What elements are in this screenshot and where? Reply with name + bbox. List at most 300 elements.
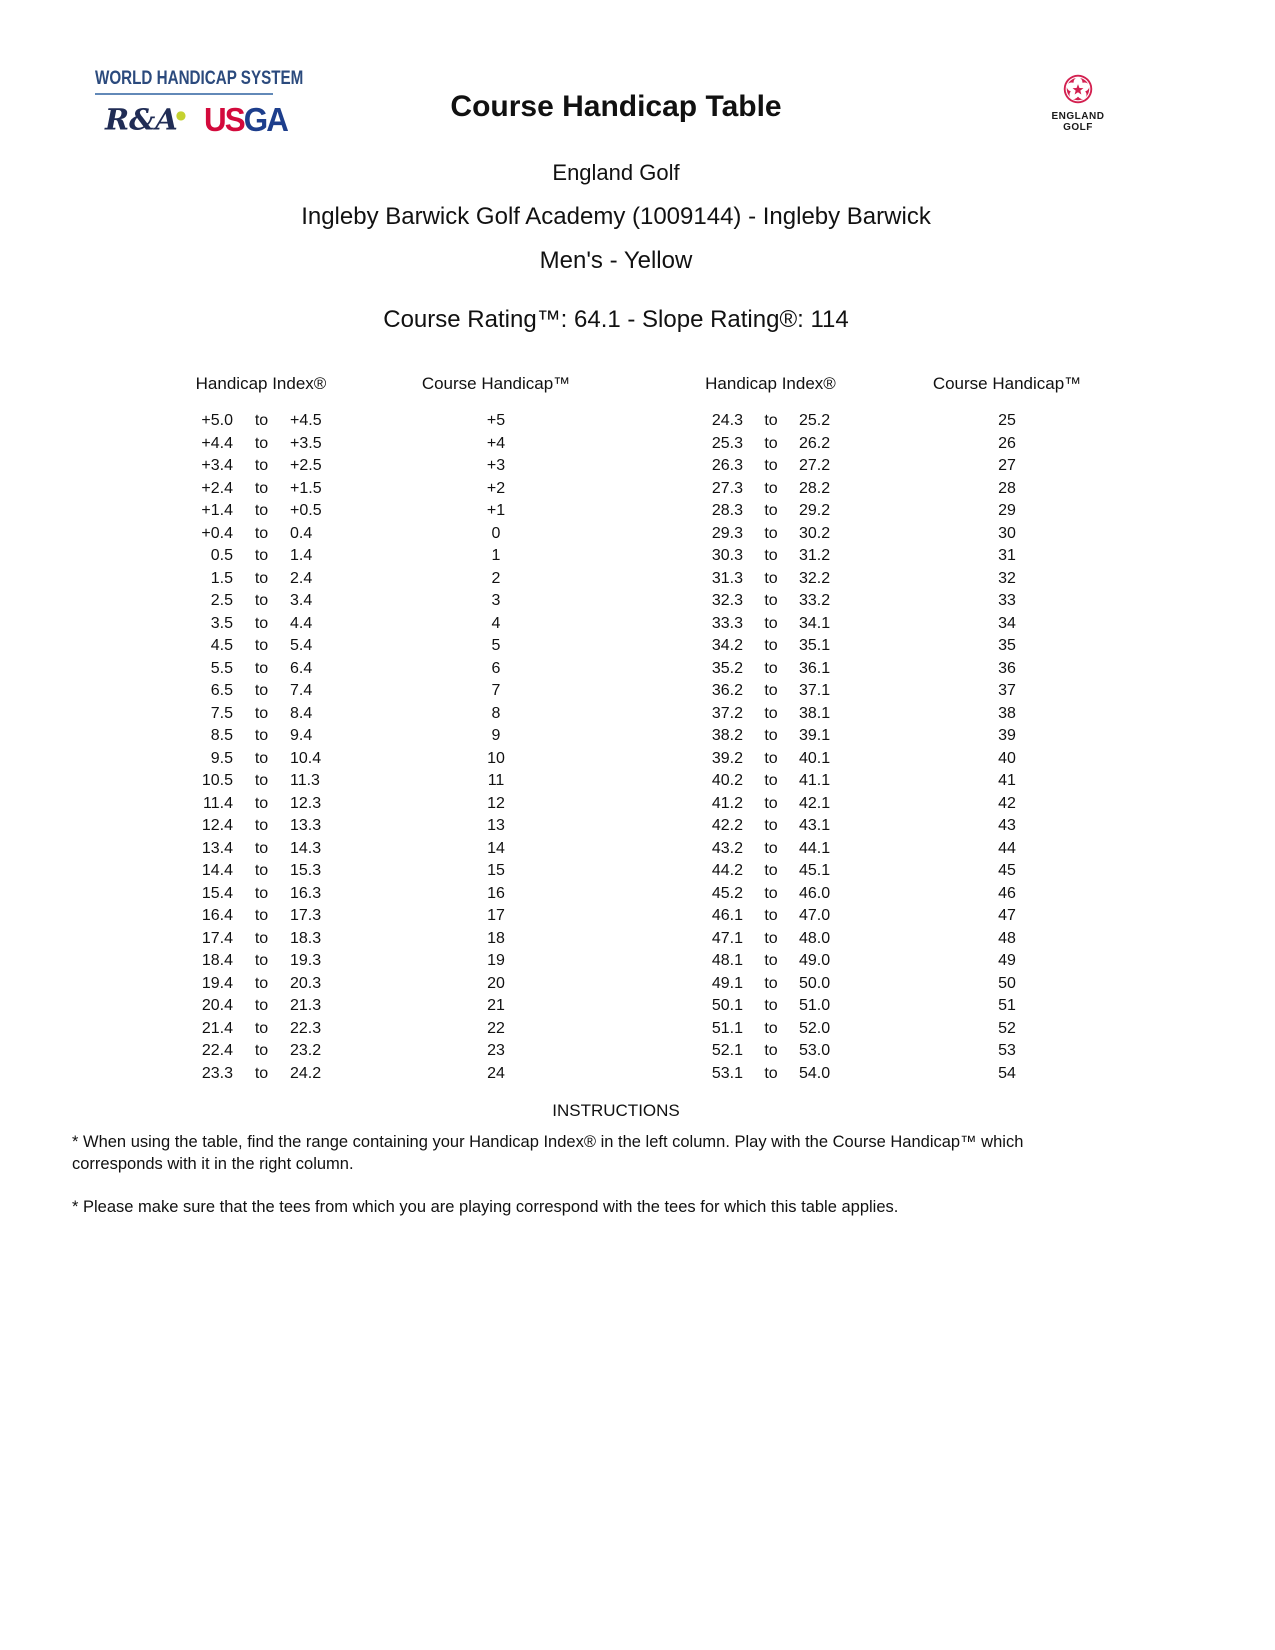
range-separator: to (764, 457, 778, 474)
index-range-low: 37.2 (711, 704, 743, 722)
range-separator: to (254, 907, 269, 924)
range-separator: to (254, 772, 269, 789)
course-handicap-value: 41 (998, 772, 1016, 789)
table-row (640, 1040, 1113, 1063)
usga-wordmark-us: US (204, 100, 245, 138)
index-range-high: 31.2 (799, 547, 831, 564)
index-range-high: 34.1 (799, 614, 831, 632)
index-range-high: 41.1 (799, 772, 831, 789)
index-range-high: 51.0 (799, 997, 831, 1014)
index-range-high: 11.3 (290, 772, 320, 789)
index-range-low: 13.4 (201, 839, 233, 857)
index-range-high: 48.0 (799, 929, 831, 947)
index-range-high: 37.1 (799, 682, 831, 699)
index-range-high: 42.1 (799, 794, 831, 812)
table-row (130, 455, 600, 478)
course-handicap-value: 20 (487, 974, 505, 992)
range-separator: to (764, 862, 778, 879)
course-name: Ingleby Barwick Golf Academy (1009144) - Ingleby Barwick (301, 203, 931, 230)
table-row (130, 973, 600, 996)
index-range-high: 50.0 (799, 974, 831, 992)
course-handicap-value: 53 (998, 1042, 1016, 1059)
handicap-table-right (640, 374, 1113, 1085)
range-separator: to (254, 1042, 269, 1059)
table-row (640, 500, 1113, 523)
instructions-heading: INSTRUCTIONS (552, 1101, 680, 1120)
index-range-low: 23.3 (201, 1064, 233, 1082)
index-range-high: 19.3 (290, 952, 322, 969)
index-range-high: 23.2 (290, 1042, 322, 1059)
range-separator: to (254, 547, 269, 564)
index-range-high: 4.4 (290, 614, 313, 632)
range-separator: to (764, 704, 778, 722)
index-range-low: 31.3 (711, 569, 743, 587)
table-row (640, 973, 1113, 996)
index-range-low: +1.4 (201, 502, 233, 519)
table-row (640, 658, 1113, 681)
index-range-high: +2.5 (290, 457, 322, 474)
index-range-high: +3.5 (290, 434, 322, 452)
range-separator: to (764, 952, 778, 969)
index-range-low: 8.5 (210, 727, 233, 744)
index-range-low: 14.4 (201, 862, 233, 879)
index-range-high: 52.0 (799, 1019, 831, 1037)
table-row (130, 748, 600, 771)
index-range-low: 22.4 (201, 1042, 233, 1059)
course-handicap-value: +2 (486, 479, 506, 497)
course-handicap-value: 37 (998, 682, 1016, 699)
handicap-index-header: Handicap Index® (705, 374, 836, 393)
index-range-high: 2.4 (290, 569, 313, 587)
index-range-low: 1.5 (210, 569, 233, 587)
course-handicap-value: 51 (998, 997, 1016, 1014)
course-handicap-value: 35 (998, 637, 1016, 654)
range-separator: to (764, 614, 778, 632)
range-separator: to (764, 524, 778, 542)
range-separator: to (764, 997, 778, 1014)
index-range-low: 11.4 (203, 794, 233, 812)
table-row (640, 883, 1113, 906)
course-handicap-value: 29 (998, 502, 1016, 519)
index-range-low: 4.5 (210, 637, 233, 654)
table-row (640, 635, 1113, 658)
index-range-low: 45.2 (711, 884, 743, 902)
range-separator: to (254, 929, 269, 947)
table-row (130, 658, 600, 681)
course-handicap-value: 2 (491, 569, 501, 587)
table-row (130, 1040, 600, 1063)
index-range-low: 3.5 (210, 614, 233, 632)
course-handicap-value: 54 (998, 1064, 1016, 1082)
range-separator: to (254, 997, 269, 1014)
index-range-high: 38.1 (799, 704, 831, 722)
range-separator: to (254, 749, 269, 767)
course-handicap-header: Course Handicap™ (932, 374, 1082, 393)
table-header-row (130, 374, 600, 410)
index-range-high: 9.4 (290, 727, 313, 744)
index-range-low: 15.4 (201, 884, 233, 902)
range-separator: to (764, 884, 778, 902)
range-separator: to (764, 727, 778, 744)
course-handicap-value: 8 (491, 704, 501, 722)
course-handicap-value: 22 (487, 1019, 505, 1037)
index-range-low: 52.1 (711, 1042, 743, 1059)
table-row (640, 860, 1113, 883)
course-handicap-value: 31 (998, 547, 1016, 564)
course-handicap-value: +3 (486, 457, 506, 474)
table-row (130, 703, 600, 726)
range-separator: to (764, 749, 778, 767)
course-handicap-value: 33 (998, 592, 1016, 609)
range-separator: to (764, 637, 778, 654)
index-range-high: 46.0 (799, 884, 831, 902)
index-range-low: 33.3 (711, 614, 743, 632)
range-separator: to (764, 592, 778, 609)
range-separator: to (254, 974, 269, 992)
course-handicap-value: 5 (491, 637, 501, 654)
index-range-low: +2.4 (201, 479, 233, 497)
index-range-high: +1.5 (290, 479, 322, 497)
table-body (640, 410, 1113, 1085)
course-handicap-value: 52 (998, 1019, 1016, 1037)
range-separator: to (764, 434, 778, 452)
index-range-high: 26.2 (799, 434, 831, 452)
table-row (130, 568, 600, 591)
index-range-high: 5.4 (290, 637, 313, 654)
index-range-high: +4.5 (290, 412, 322, 429)
index-range-low: 24.3 (711, 412, 743, 429)
course-handicap-value: +5 (486, 412, 506, 429)
index-range-high: 15.3 (290, 862, 322, 879)
england-golf-label-line1: ENGLAND (1051, 111, 1105, 122)
index-range-high: 36.1 (799, 659, 831, 677)
course-handicap-value: 23 (487, 1042, 505, 1059)
course-handicap-value: +1 (486, 502, 506, 519)
table-row (640, 703, 1113, 726)
course-handicap-value: 47 (998, 907, 1016, 924)
range-separator: to (254, 614, 269, 632)
course-handicap-header: Course Handicap™ (421, 374, 571, 393)
index-range-high: 53.0 (799, 1042, 831, 1059)
course-handicap-value: 45 (998, 862, 1016, 879)
course-handicap-value: 4 (491, 614, 501, 632)
index-range-low: 26.3 (711, 457, 743, 474)
index-range-low: 2.5 (210, 592, 233, 609)
table-row (640, 748, 1113, 771)
table-row (640, 433, 1113, 456)
range-separator: to (764, 479, 778, 497)
table-row (640, 815, 1113, 838)
index-range-high: 12.3 (290, 794, 322, 812)
index-range-low: 10.5 (201, 772, 233, 789)
course-handicap-value: 1 (491, 547, 501, 564)
index-range-high: 20.3 (290, 974, 322, 992)
course-handicap-value: +4 (486, 434, 506, 452)
table-row (130, 478, 600, 501)
usga-wordmark-ga: GA (244, 100, 288, 138)
whs-wordmark: WORLD HANDICAP SYSTEM (95, 68, 304, 89)
instructions-note-1: * When using the table, find the range containing your Handicap Index® in the left column. Play with the Course Handicap™ which corresponds with it in the right column. (72, 1133, 1024, 1173)
index-range-low: 16.4 (201, 907, 233, 924)
table-row (640, 995, 1113, 1018)
index-range-high: 7.4 (290, 682, 313, 699)
range-separator: to (764, 1042, 778, 1059)
table-row (640, 793, 1113, 816)
course-handicap-value: 36 (998, 659, 1016, 677)
table-row (130, 995, 600, 1018)
index-range-high: 16.3 (290, 884, 322, 902)
index-range-high: 18.3 (290, 929, 322, 947)
instructions-note-2: * Please make sure that the tees from which you are playing correspond with the tees for which this table applies. (72, 1198, 899, 1216)
table-row (640, 410, 1113, 433)
range-separator: to (254, 502, 269, 519)
range-separator: to (254, 479, 269, 497)
index-range-low: 38.2 (711, 727, 743, 744)
table-row (640, 725, 1113, 748)
range-separator: to (254, 862, 269, 879)
course-handicap-value: 9 (491, 727, 501, 744)
range-separator: to (254, 569, 269, 587)
index-range-low: 5.5 (210, 659, 233, 677)
table-row (640, 838, 1113, 861)
index-range-high: 40.1 (799, 749, 831, 767)
index-range-low: 51.1 (711, 1019, 743, 1037)
page-title: Course Handicap Table (450, 90, 782, 123)
table-row (130, 950, 600, 973)
table-row (130, 500, 600, 523)
course-handicap-value: 32 (998, 569, 1016, 587)
range-separator: to (254, 682, 269, 699)
course-handicap-value: 49 (998, 952, 1016, 969)
table-row (640, 1063, 1113, 1086)
index-range-low: 40.2 (711, 772, 743, 789)
index-range-low: 39.2 (711, 749, 743, 767)
index-range-low: 47.1 (711, 929, 743, 947)
table-row (640, 928, 1113, 951)
course-handicap-value: 48 (998, 929, 1016, 947)
course-handicap-value: 11 (487, 772, 505, 789)
course-handicap-value: 39 (998, 727, 1016, 744)
range-separator: to (764, 569, 778, 587)
table-row (130, 928, 600, 951)
index-range-low: 30.3 (711, 547, 743, 564)
course-handicap-value: 16 (487, 884, 505, 902)
ra-ball-icon: ● (175, 108, 187, 122)
table-row (130, 613, 600, 636)
index-range-high: 21.3 (290, 997, 322, 1014)
table-row (640, 455, 1113, 478)
tee-category: Men's - Yellow (539, 247, 693, 274)
range-separator: to (764, 547, 778, 564)
range-separator: to (764, 659, 778, 677)
table-header-row (640, 374, 1113, 410)
table-row (640, 770, 1113, 793)
range-separator: to (764, 412, 778, 429)
handicap-index-header: Handicap Index® (195, 374, 327, 393)
table-row (640, 478, 1113, 501)
course-handicap-value: 43 (998, 817, 1016, 834)
table-row (640, 905, 1113, 928)
index-range-high: 49.0 (799, 952, 831, 969)
index-range-high: 32.2 (799, 569, 831, 587)
index-range-high: 28.2 (799, 479, 831, 497)
course-handicap-value: 44 (998, 839, 1016, 857)
index-range-low: 7.5 (210, 704, 233, 722)
table-row (130, 725, 600, 748)
table-row (640, 545, 1113, 568)
index-range-high: 22.3 (290, 1019, 322, 1037)
range-separator: to (254, 434, 269, 452)
table-body (130, 410, 600, 1085)
index-range-high: 30.2 (799, 524, 831, 542)
table-row (130, 590, 600, 613)
index-range-high: 39.1 (799, 727, 831, 744)
course-handicap-value: 38 (998, 704, 1016, 722)
index-range-low: 12.4 (201, 817, 233, 834)
table-row (130, 680, 600, 703)
range-separator: to (764, 682, 778, 699)
england-golf-logo (1037, 74, 1119, 133)
index-range-high: 43.1 (799, 817, 831, 834)
range-separator: to (764, 974, 778, 992)
organization-name: England Golf (552, 160, 680, 185)
index-range-low: 6.5 (210, 682, 233, 699)
course-handicap-value: 18 (487, 929, 505, 947)
range-separator: to (254, 952, 269, 969)
range-separator: to (764, 839, 778, 857)
range-separator: to (254, 794, 269, 812)
range-separator: to (254, 704, 269, 722)
index-range-high: 29.2 (799, 502, 831, 519)
course-handicap-value: 28 (998, 479, 1016, 497)
table-row (130, 770, 600, 793)
table-row (130, 410, 600, 433)
handicap-table-left (130, 374, 600, 1085)
range-separator: to (764, 1019, 778, 1037)
range-separator: to (254, 457, 269, 474)
table-row (130, 433, 600, 456)
index-range-low: 18.4 (201, 952, 233, 969)
index-range-low: +5.0 (201, 412, 233, 429)
course-handicap-value: 10 (487, 749, 505, 767)
index-range-low: 0.5 (210, 547, 233, 564)
course-handicap-value: 14 (487, 839, 505, 857)
index-range-low: +3.4 (201, 457, 233, 474)
index-range-high: 1.4 (290, 547, 313, 564)
index-range-low: 28.3 (711, 502, 743, 519)
index-range-low: 32.3 (711, 592, 743, 609)
course-handicap-value: 42 (998, 794, 1016, 812)
table-row (640, 1018, 1113, 1041)
index-range-high: 6.4 (290, 659, 313, 677)
course-handicap-value: 46 (998, 884, 1016, 902)
index-range-low: 44.2 (711, 862, 743, 879)
course-handicap-value: 21 (487, 997, 505, 1014)
course-handicap-value: 15 (487, 862, 505, 879)
index-range-high: 54.0 (799, 1064, 831, 1082)
table-row (640, 523, 1113, 546)
england-golf-rose-icon (1063, 74, 1093, 104)
index-range-low: 25.3 (711, 434, 743, 452)
table-row (640, 680, 1113, 703)
table-row (130, 815, 600, 838)
index-range-low: 9.5 (210, 749, 233, 767)
course-handicap-value: 19 (487, 952, 505, 969)
range-separator: to (254, 817, 269, 834)
course-handicap-value: 34 (998, 614, 1016, 632)
index-range-low: 20.4 (201, 997, 233, 1014)
index-range-high: 8.4 (290, 704, 313, 722)
index-range-low: 43.2 (711, 839, 743, 857)
index-range-low: +0.4 (201, 524, 233, 542)
index-range-high: 0.4 (290, 524, 313, 542)
table-row (640, 950, 1113, 973)
england-golf-label (1037, 111, 1119, 133)
table-row (130, 523, 600, 546)
index-range-high: 47.0 (799, 907, 831, 924)
course-handicap-value: 3 (491, 592, 501, 609)
course-handicap-value: 50 (998, 974, 1016, 992)
index-range-low: 17.4 (201, 929, 233, 947)
course-handicap-value: 0 (491, 524, 501, 542)
index-range-low: 36.2 (711, 682, 743, 699)
index-range-low: 53.1 (711, 1064, 743, 1082)
course-handicap-value: 17 (487, 907, 505, 924)
table-row (130, 838, 600, 861)
rating-line: Course Rating™: 64.1 - Slope Rating®: 114 (383, 306, 849, 333)
index-range-low: 42.2 (711, 817, 743, 834)
index-range-low: 27.3 (711, 479, 743, 497)
course-handicap-value: 30 (998, 524, 1016, 542)
index-range-high: 27.2 (799, 457, 831, 474)
range-separator: to (254, 659, 269, 677)
index-range-low: 41.2 (711, 794, 743, 812)
index-range-high: 17.3 (290, 907, 322, 924)
index-range-high: 13.3 (290, 817, 322, 834)
index-range-high: 35.1 (799, 637, 831, 654)
table-row (130, 635, 600, 658)
table-row (640, 613, 1113, 636)
table-row (130, 905, 600, 928)
table-row (130, 545, 600, 568)
range-separator: to (254, 727, 269, 744)
course-handicap-value: 40 (998, 749, 1016, 767)
index-range-high: 24.2 (290, 1064, 322, 1082)
index-range-low: 46.1 (711, 907, 743, 924)
range-separator: to (764, 1064, 778, 1082)
range-separator: to (254, 839, 269, 857)
range-separator: to (764, 929, 778, 947)
table-row (130, 860, 600, 883)
index-range-low: 48.1 (711, 952, 743, 969)
table-row (130, 883, 600, 906)
range-separator: to (764, 907, 778, 924)
index-range-high: 10.4 (290, 749, 322, 767)
range-separator: to (254, 412, 269, 429)
index-range-high: 3.4 (290, 592, 313, 609)
course-handicap-value: 7 (491, 682, 501, 699)
range-separator: to (254, 884, 269, 902)
range-separator: to (764, 502, 778, 519)
index-range-low: 19.4 (201, 974, 233, 992)
course-handicap-value: 12 (487, 794, 505, 812)
england-golf-label-line2: GOLF (1063, 122, 1093, 133)
index-range-low: 49.1 (711, 974, 743, 992)
range-separator: to (764, 817, 778, 834)
table-row (130, 793, 600, 816)
index-range-low: 34.2 (711, 637, 743, 654)
course-handicap-value: 25 (998, 412, 1016, 429)
